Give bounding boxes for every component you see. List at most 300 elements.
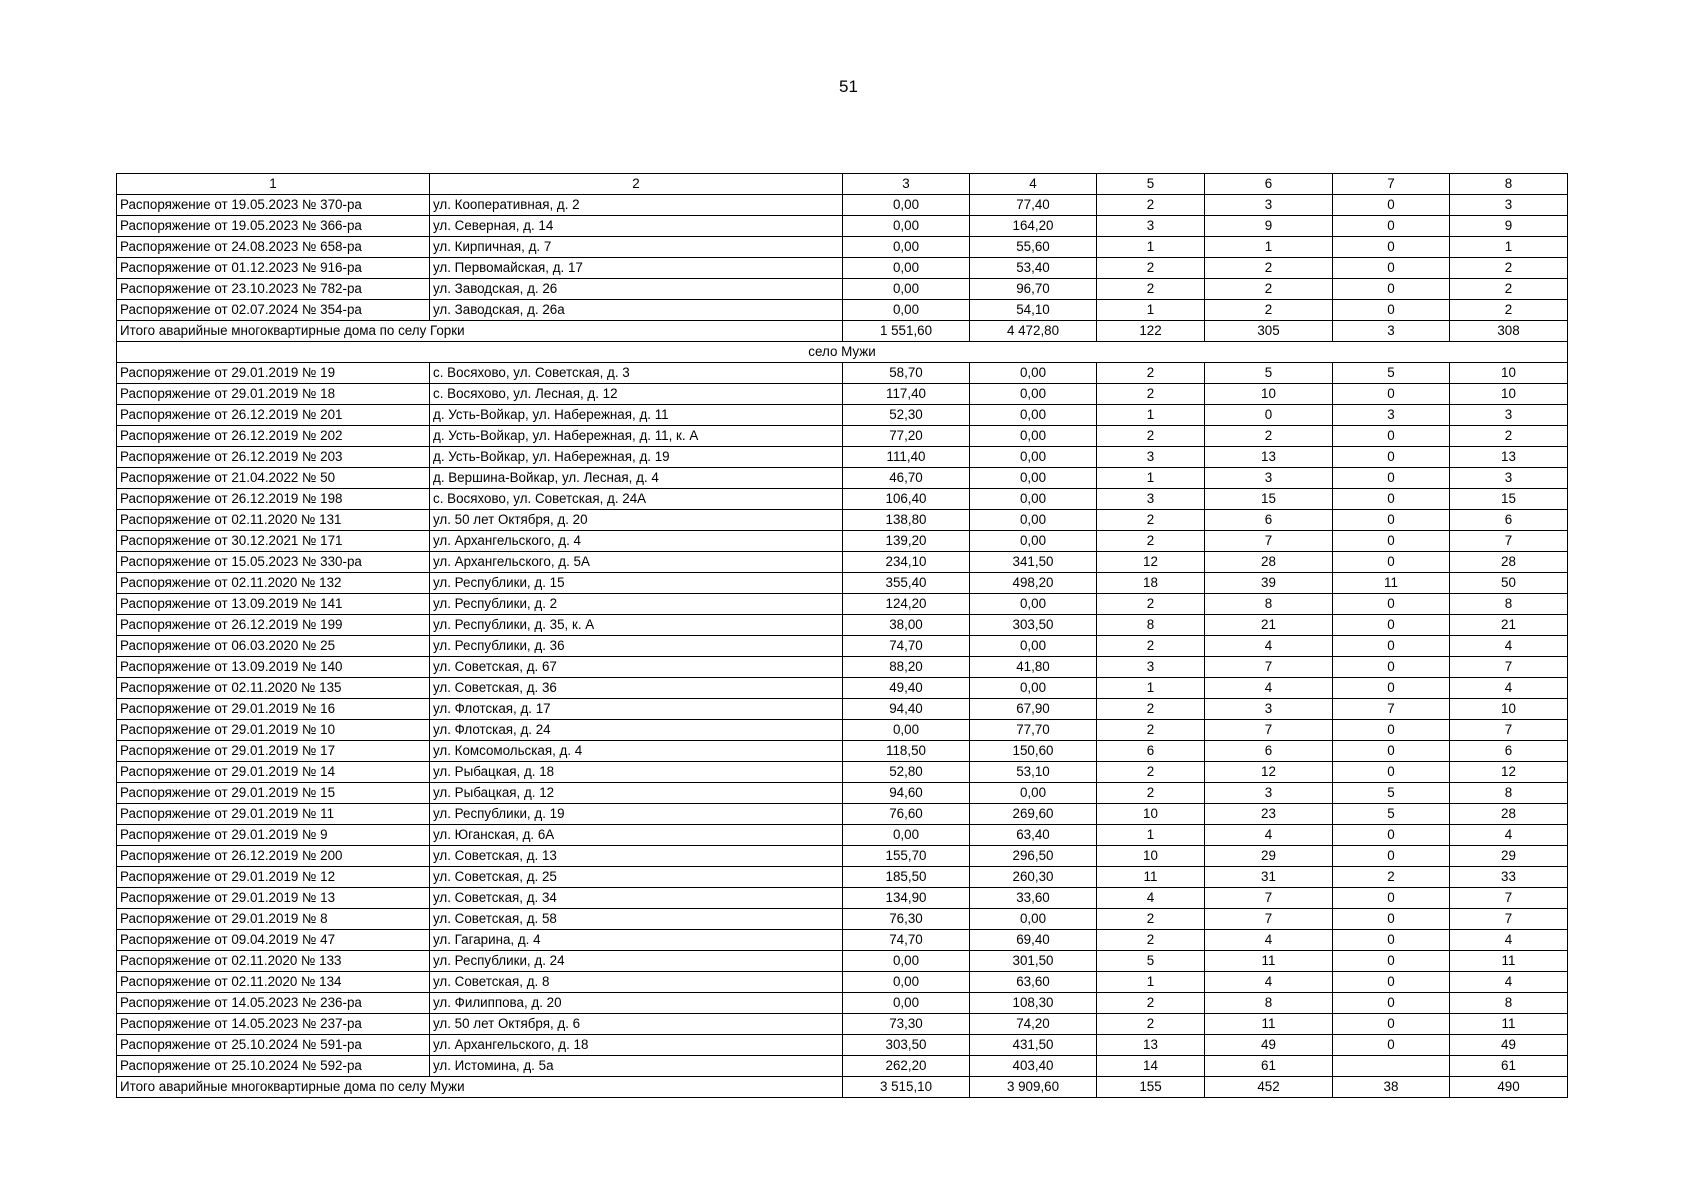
emergency-housing-table — [116, 173, 1568, 1098]
value-cell: 4 — [1205, 972, 1333, 993]
value-cell: 5 — [1205, 363, 1333, 384]
value-cell: 341,50 — [970, 552, 1097, 573]
value-cell: 296,50 — [970, 846, 1097, 867]
value-cell: 2 — [1205, 300, 1333, 321]
value-cell: 0,00 — [970, 510, 1097, 531]
value-cell: 0,00 — [970, 489, 1097, 510]
address-cell: ул. Истомина, д. 5а — [430, 1056, 843, 1077]
value-cell: 7 — [1333, 699, 1450, 720]
value-cell: 4 — [1450, 825, 1568, 846]
address-cell: ул. Советская, д. 58 — [430, 909, 843, 930]
value-cell: 28 — [1450, 552, 1568, 573]
table-row — [117, 972, 1568, 993]
order-reference-cell: Распоряжение от 21.04.2022 № 50 — [117, 468, 430, 489]
value-cell: 2 — [1097, 195, 1205, 216]
value-cell: 3 — [1205, 195, 1333, 216]
value-cell: 0 — [1333, 951, 1450, 972]
table-row — [117, 447, 1568, 468]
value-cell: 0,00 — [970, 783, 1097, 804]
value-cell: 13 — [1450, 447, 1568, 468]
order-reference-cell: Распоряжение от 29.01.2019 № 13 — [117, 888, 430, 909]
value-cell: 3 — [1205, 783, 1333, 804]
order-reference-cell: Распоряжение от 26.12.2019 № 198 — [117, 489, 430, 510]
value-cell: 0 — [1333, 384, 1450, 405]
value-cell: 4 — [1450, 636, 1568, 657]
value-cell: 0,00 — [970, 531, 1097, 552]
value-cell: 0 — [1333, 720, 1450, 741]
value-cell: 2 — [1097, 636, 1205, 657]
value-cell: 11 — [1450, 1014, 1568, 1035]
address-cell: с. Восяхово, ул. Советская, д. 24А — [430, 489, 843, 510]
order-reference-cell: Распоряжение от 29.01.2019 № 8 — [117, 909, 430, 930]
table-row — [117, 825, 1568, 846]
value-cell: 303,50 — [970, 615, 1097, 636]
table-row — [117, 1014, 1568, 1035]
value-cell: 0,00 — [843, 279, 970, 300]
value-cell: 13 — [1205, 447, 1333, 468]
table-row — [117, 636, 1568, 657]
value-cell: 0,00 — [970, 405, 1097, 426]
table-row — [117, 216, 1568, 237]
value-cell: 260,30 — [970, 867, 1097, 888]
value-cell: 0 — [1333, 594, 1450, 615]
value-cell: 355,40 — [843, 573, 970, 594]
value-cell: 7 — [1205, 657, 1333, 678]
value-cell: 9 — [1450, 216, 1568, 237]
table-row — [117, 531, 1568, 552]
value-cell: 0,00 — [843, 237, 970, 258]
value-cell: 2 — [1097, 531, 1205, 552]
value-cell: 96,70 — [970, 279, 1097, 300]
value-cell: 0,00 — [843, 951, 970, 972]
table-row — [117, 384, 1568, 405]
address-cell: ул. Флотская, д. 24 — [430, 720, 843, 741]
value-cell: 33 — [1450, 867, 1568, 888]
value-cell: 10 — [1097, 846, 1205, 867]
value-cell: 0 — [1333, 972, 1450, 993]
value-cell: 0,00 — [843, 216, 970, 237]
total-value-cell: 1 551,60 — [843, 321, 970, 342]
order-reference-cell: Распоряжение от 19.05.2023 № 370-ра — [117, 195, 430, 216]
value-cell: 0 — [1333, 468, 1450, 489]
address-cell: ул. Рыбацкая, д. 18 — [430, 762, 843, 783]
order-reference-cell: Распоряжение от 02.11.2020 № 132 — [117, 573, 430, 594]
value-cell: 139,20 — [843, 531, 970, 552]
table-row — [117, 363, 1568, 384]
value-cell: 8 — [1097, 615, 1205, 636]
table-row — [117, 279, 1568, 300]
value-cell: 61 — [1205, 1056, 1333, 1077]
value-cell: 7 — [1450, 720, 1568, 741]
value-cell: 118,50 — [843, 741, 970, 762]
total-value-cell: 3 — [1333, 321, 1450, 342]
value-cell: 8 — [1205, 993, 1333, 1014]
value-cell: 5 — [1097, 951, 1205, 972]
value-cell: 0 — [1333, 447, 1450, 468]
table-row — [117, 468, 1568, 489]
table-row — [117, 552, 1568, 573]
value-cell: 94,60 — [843, 783, 970, 804]
value-cell: 76,60 — [843, 804, 970, 825]
table-row — [117, 804, 1568, 825]
address-cell: ул. Республики, д. 24 — [430, 951, 843, 972]
value-cell: 2 — [1097, 762, 1205, 783]
value-cell: 10 — [1097, 804, 1205, 825]
value-cell: 12 — [1097, 552, 1205, 573]
value-cell: 3 — [1097, 216, 1205, 237]
value-cell: 3 — [1450, 468, 1568, 489]
address-cell: ул. Советская, д. 67 — [430, 657, 843, 678]
value-cell: 8 — [1450, 783, 1568, 804]
order-reference-cell: Распоряжение от 26.12.2019 № 203 — [117, 447, 430, 468]
table-row — [117, 510, 1568, 531]
table-row — [117, 300, 1568, 321]
value-cell: 0 — [1333, 300, 1450, 321]
value-cell: 0,00 — [843, 258, 970, 279]
value-cell: 0 — [1333, 426, 1450, 447]
value-cell: 2 — [1097, 909, 1205, 930]
value-cell: 33,60 — [970, 888, 1097, 909]
table-row — [117, 1056, 1568, 1077]
order-reference-cell: Распоряжение от 29.01.2019 № 12 — [117, 867, 430, 888]
value-cell: 0 — [1333, 279, 1450, 300]
total-row — [117, 321, 1568, 342]
value-cell: 74,70 — [843, 930, 970, 951]
address-cell: с. Восяхово, ул. Лесная, д. 12 — [430, 384, 843, 405]
value-cell: 4 — [1205, 678, 1333, 699]
value-cell: 2 — [1097, 258, 1205, 279]
value-cell: 1 — [1097, 405, 1205, 426]
total-label: Итого аварийные многоквартирные дома по селу Мужи — [117, 1077, 843, 1098]
value-cell: 0 — [1205, 405, 1333, 426]
table-row — [117, 720, 1568, 741]
value-cell: 7 — [1205, 531, 1333, 552]
table-row — [117, 657, 1568, 678]
value-cell: 2 — [1097, 993, 1205, 1014]
order-reference-cell: Распоряжение от 13.09.2019 № 141 — [117, 594, 430, 615]
value-cell: 0 — [1333, 552, 1450, 573]
value-cell: 2 — [1097, 426, 1205, 447]
value-cell: 3 — [1097, 657, 1205, 678]
table-row — [117, 993, 1568, 1014]
value-cell: 12 — [1450, 762, 1568, 783]
table-row — [117, 699, 1568, 720]
value-cell: 2 — [1450, 279, 1568, 300]
address-cell: ул. Юганская, д. 6А — [430, 825, 843, 846]
table-row — [117, 1035, 1568, 1056]
value-cell: 2 — [1097, 930, 1205, 951]
value-cell: 10 — [1450, 384, 1568, 405]
value-cell: 7 — [1450, 909, 1568, 930]
table-row — [117, 678, 1568, 699]
value-cell: 77,20 — [843, 426, 970, 447]
address-cell: ул. Рыбацкая, д. 12 — [430, 783, 843, 804]
value-cell: 3 — [1205, 699, 1333, 720]
value-cell: 3 — [1450, 195, 1568, 216]
value-cell: 50 — [1450, 573, 1568, 594]
value-cell: 0 — [1333, 258, 1450, 279]
value-cell: 0 — [1333, 657, 1450, 678]
total-value-cell: 490 — [1450, 1077, 1568, 1098]
value-cell: 0 — [1333, 846, 1450, 867]
value-cell: 53,40 — [970, 258, 1097, 279]
value-cell: 11 — [1333, 573, 1450, 594]
value-cell: 2 — [1097, 510, 1205, 531]
table-row — [117, 195, 1568, 216]
value-cell: 23 — [1205, 804, 1333, 825]
order-reference-cell: Распоряжение от 24.08.2023 № 658-ра — [117, 237, 430, 258]
value-cell: 234,10 — [843, 552, 970, 573]
value-cell: 1 — [1205, 237, 1333, 258]
address-cell: ул. Архангельского, д. 18 — [430, 1035, 843, 1056]
address-cell: ул. 50 лет Октября, д. 20 — [430, 510, 843, 531]
value-cell: 2 — [1450, 258, 1568, 279]
value-cell: 53,10 — [970, 762, 1097, 783]
order-reference-cell: Распоряжение от 26.12.2019 № 199 — [117, 615, 430, 636]
value-cell: 5 — [1333, 783, 1450, 804]
value-cell: 108,30 — [970, 993, 1097, 1014]
table-row — [117, 594, 1568, 615]
value-cell: 262,20 — [843, 1056, 970, 1077]
value-cell: 6 — [1205, 741, 1333, 762]
value-cell: 0 — [1333, 825, 1450, 846]
value-cell: 4 — [1205, 636, 1333, 657]
value-cell: 74,20 — [970, 1014, 1097, 1035]
column-number-8: 8 — [1450, 174, 1568, 195]
value-cell: 0,00 — [843, 825, 970, 846]
address-cell: ул. Северная, д. 14 — [430, 216, 843, 237]
value-cell: 11 — [1205, 951, 1333, 972]
table-row — [117, 615, 1568, 636]
value-cell: 0,00 — [970, 636, 1097, 657]
table-row — [117, 762, 1568, 783]
address-cell: ул. Филиппова, д. 20 — [430, 993, 843, 1014]
value-cell: 61 — [1450, 1056, 1568, 1077]
value-cell: 73,30 — [843, 1014, 970, 1035]
value-cell: 94,40 — [843, 699, 970, 720]
value-cell: 1 — [1097, 972, 1205, 993]
value-cell: 6 — [1097, 741, 1205, 762]
value-cell: 6 — [1450, 510, 1568, 531]
value-cell: 134,90 — [843, 888, 970, 909]
value-cell: 0 — [1333, 531, 1450, 552]
value-cell: 301,50 — [970, 951, 1097, 972]
total-value-cell: 3 909,60 — [970, 1077, 1097, 1098]
table-row — [117, 888, 1568, 909]
value-cell: 185,50 — [843, 867, 970, 888]
value-cell: 0 — [1333, 678, 1450, 699]
value-cell: 41,80 — [970, 657, 1097, 678]
address-cell: ул. Республики, д. 15 — [430, 573, 843, 594]
order-reference-cell: Распоряжение от 29.01.2019 № 14 — [117, 762, 430, 783]
value-cell: 403,40 — [970, 1056, 1097, 1077]
address-cell: ул. Советская, д. 13 — [430, 846, 843, 867]
value-cell: 76,30 — [843, 909, 970, 930]
value-cell: 7 — [1205, 720, 1333, 741]
order-reference-cell: Распоряжение от 30.12.2021 № 171 — [117, 531, 430, 552]
address-cell: д. Усть-Войкар, ул. Набережная, д. 11 — [430, 405, 843, 426]
value-cell: 5 — [1333, 363, 1450, 384]
table-header-row — [117, 174, 1568, 195]
value-cell: 498,20 — [970, 573, 1097, 594]
value-cell: 4 — [1450, 972, 1568, 993]
value-cell: 21 — [1450, 615, 1568, 636]
value-cell: 0 — [1333, 993, 1450, 1014]
value-cell: 0 — [1333, 615, 1450, 636]
order-reference-cell: Распоряжение от 26.12.2019 № 201 — [117, 405, 430, 426]
value-cell: 0 — [1333, 909, 1450, 930]
table-row — [117, 573, 1568, 594]
value-cell: 58,70 — [843, 363, 970, 384]
value-cell: 431,50 — [970, 1035, 1097, 1056]
value-cell: 150,60 — [970, 741, 1097, 762]
value-cell: 0,00 — [843, 195, 970, 216]
value-cell: 0 — [1333, 237, 1450, 258]
address-cell: ул. Республики, д. 2 — [430, 594, 843, 615]
table-row — [117, 426, 1568, 447]
value-cell: 3 — [1450, 405, 1568, 426]
value-cell: 0,00 — [970, 426, 1097, 447]
section-header-row — [117, 342, 1568, 363]
value-cell: 49 — [1205, 1035, 1333, 1056]
order-reference-cell: Распоряжение от 29.01.2019 № 11 — [117, 804, 430, 825]
value-cell: 106,40 — [843, 489, 970, 510]
value-cell: 0,00 — [843, 993, 970, 1014]
address-cell: д. Усть-Войкар, ул. Набережная, д. 11, к. А — [430, 426, 843, 447]
value-cell: 28 — [1205, 552, 1333, 573]
value-cell: 0 — [1333, 510, 1450, 531]
value-cell: 138,80 — [843, 510, 970, 531]
value-cell: 0 — [1333, 195, 1450, 216]
value-cell: 3 — [1333, 405, 1450, 426]
table-row — [117, 405, 1568, 426]
value-cell: 0,00 — [970, 384, 1097, 405]
order-reference-cell: Распоряжение от 02.11.2020 № 131 — [117, 510, 430, 531]
value-cell: 2 — [1097, 279, 1205, 300]
order-reference-cell: Распоряжение от 02.07.2024 № 354-ра — [117, 300, 430, 321]
value-cell: 4 — [1205, 930, 1333, 951]
value-cell: 2 — [1097, 384, 1205, 405]
order-reference-cell: Распоряжение от 29.01.2019 № 17 — [117, 741, 430, 762]
value-cell: 0,00 — [970, 447, 1097, 468]
value-cell: 29 — [1450, 846, 1568, 867]
value-cell: 2 — [1450, 300, 1568, 321]
section-title: село Мужи — [117, 342, 1568, 363]
value-cell: 3 — [1205, 468, 1333, 489]
order-reference-cell: Распоряжение от 02.11.2020 № 134 — [117, 972, 430, 993]
total-value-cell: 122 — [1097, 321, 1205, 342]
value-cell: 15 — [1205, 489, 1333, 510]
value-cell: 117,40 — [843, 384, 970, 405]
address-cell: ул. Республики, д. 36 — [430, 636, 843, 657]
value-cell: 52,80 — [843, 762, 970, 783]
address-cell: ул. Архангельского, д. 5А — [430, 552, 843, 573]
address-cell: ул. Флотская, д. 17 — [430, 699, 843, 720]
value-cell: 18 — [1097, 573, 1205, 594]
address-cell: ул. Советская, д. 8 — [430, 972, 843, 993]
value-cell: 0 — [1333, 489, 1450, 510]
value-cell: 8 — [1450, 993, 1568, 1014]
value-cell: 11 — [1205, 1014, 1333, 1035]
value-cell: 15 — [1450, 489, 1568, 510]
value-cell: 2 — [1205, 279, 1333, 300]
value-cell: 1 — [1097, 825, 1205, 846]
value-cell: 2 — [1097, 363, 1205, 384]
order-reference-cell: Распоряжение от 23.10.2023 № 782-ра — [117, 279, 430, 300]
value-cell: 55,60 — [970, 237, 1097, 258]
value-cell: 46,70 — [843, 468, 970, 489]
address-cell: ул. Советская, д. 36 — [430, 678, 843, 699]
value-cell: 2 — [1333, 867, 1450, 888]
value-cell: 1 — [1097, 300, 1205, 321]
value-cell: 11 — [1097, 867, 1205, 888]
order-reference-cell: Распоряжение от 26.12.2019 № 202 — [117, 426, 430, 447]
column-number-1: 1 — [117, 174, 430, 195]
total-value-cell: 305 — [1205, 321, 1333, 342]
value-cell: 2 — [1097, 720, 1205, 741]
value-cell: 0 — [1333, 1035, 1450, 1056]
value-cell: 77,70 — [970, 720, 1097, 741]
value-cell: 38,00 — [843, 615, 970, 636]
column-number-4: 4 — [970, 174, 1097, 195]
value-cell: 6 — [1450, 741, 1568, 762]
address-cell: ул. Советская, д. 34 — [430, 888, 843, 909]
column-number-2: 2 — [430, 174, 843, 195]
value-cell: 29 — [1205, 846, 1333, 867]
value-cell: 111,40 — [843, 447, 970, 468]
value-cell: 74,70 — [843, 636, 970, 657]
address-cell: ул. 50 лет Октября, д. 6 — [430, 1014, 843, 1035]
value-cell: 10 — [1450, 699, 1568, 720]
value-cell: 2 — [1097, 699, 1205, 720]
value-cell: 0,00 — [970, 363, 1097, 384]
table-row — [117, 930, 1568, 951]
value-cell: 49 — [1450, 1035, 1568, 1056]
table-row — [117, 909, 1568, 930]
order-reference-cell: Распоряжение от 15.05.2023 № 330-ра — [117, 552, 430, 573]
value-cell: 77,40 — [970, 195, 1097, 216]
value-cell: 1 — [1097, 468, 1205, 489]
value-cell: 0,00 — [970, 909, 1097, 930]
order-reference-cell: Распоряжение от 29.01.2019 № 18 — [117, 384, 430, 405]
value-cell: 0,00 — [843, 300, 970, 321]
table-row — [117, 846, 1568, 867]
order-reference-cell: Распоряжение от 25.10.2024 № 592-ра — [117, 1056, 430, 1077]
order-reference-cell: Распоряжение от 26.12.2019 № 200 — [117, 846, 430, 867]
value-cell: 54,10 — [970, 300, 1097, 321]
total-value-cell: 38 — [1333, 1077, 1450, 1098]
page-number: 51 — [839, 77, 858, 96]
value-cell: 0,00 — [970, 468, 1097, 489]
value-cell: 3 — [1097, 489, 1205, 510]
order-reference-cell: Распоряжение от 06.03.2020 № 25 — [117, 636, 430, 657]
value-cell: 0,00 — [970, 594, 1097, 615]
value-cell: 10 — [1450, 363, 1568, 384]
table-row — [117, 741, 1568, 762]
value-cell: 0 — [1333, 216, 1450, 237]
value-cell: 7 — [1205, 888, 1333, 909]
value-cell: 0 — [1333, 636, 1450, 657]
value-cell: 31 — [1205, 867, 1333, 888]
value-cell: 4 — [1097, 888, 1205, 909]
total-value-cell: 155 — [1097, 1077, 1205, 1098]
table-row — [117, 951, 1568, 972]
value-cell: 0,00 — [843, 972, 970, 993]
order-reference-cell: Распоряжение от 29.01.2019 № 15 — [117, 783, 430, 804]
value-cell: 39 — [1205, 573, 1333, 594]
value-cell: 63,60 — [970, 972, 1097, 993]
table-row — [117, 489, 1568, 510]
